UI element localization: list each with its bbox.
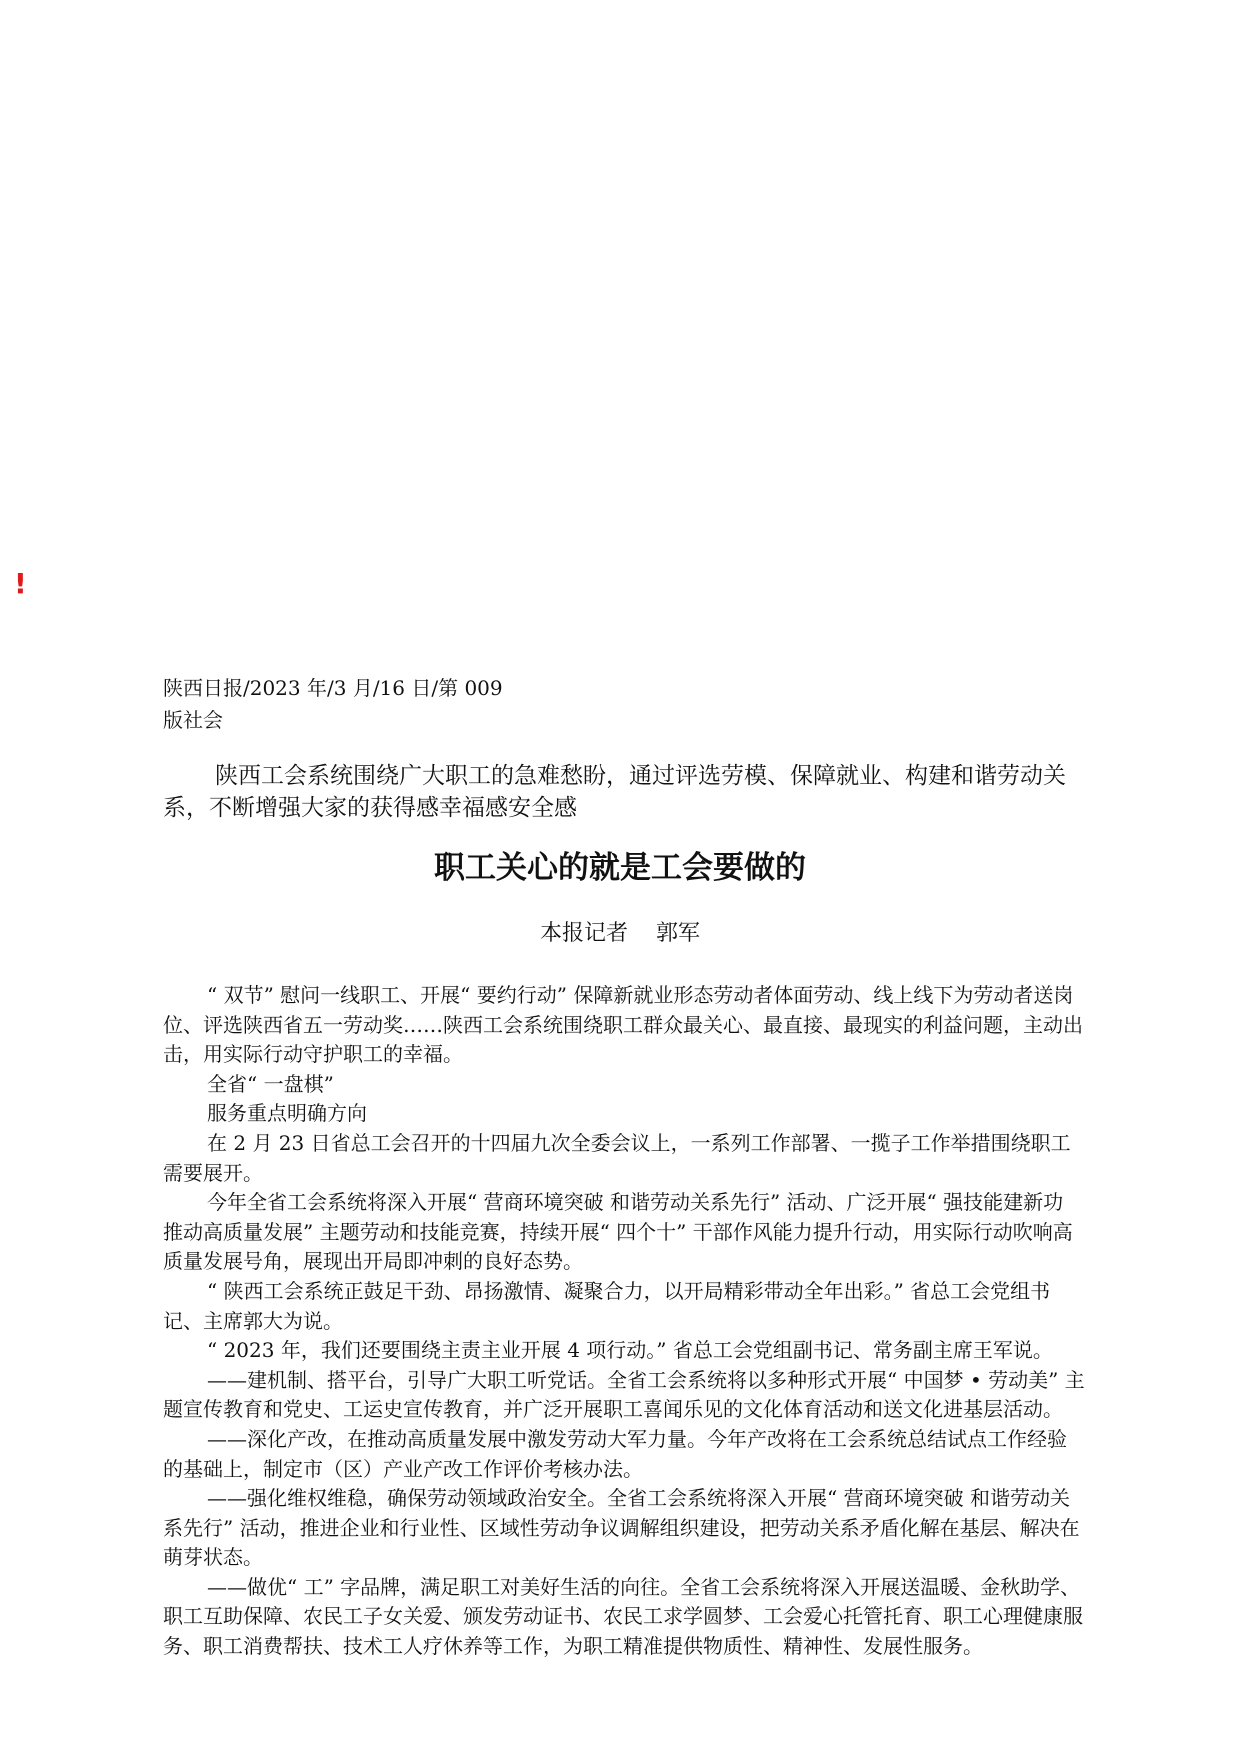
- article-paragraph: ——强化维权维稳，确保劳动领域政治安全。全省工会系统将深入开展“ 营商环境突破 和谐劳动关系先行” 活动，推进企业和行业性、区域性劳动争议调解组织建设，把劳动关系矛盾化解在基层、解决在萌芽状态。: [163, 1486, 1080, 1570]
- byline: 本报记者 郭军: [540, 921, 700, 946]
- article-paragraph: “ 陕西工会系统正鼓足干劲、昂扬激情、凝聚合力，以开局精彩带动全年出彩。” 省总工会党组书记、主席郭大为说。: [163, 1278, 1051, 1333]
- source-line: [163, 672, 523, 736]
- source-line-2: 版社会: [163, 708, 223, 732]
- source-line-1: 陕西日报/2023 年/3 月/16 日/第 009: [163, 676, 503, 700]
- lead-subtitle: 陕西工会系统围绕广大职工的急难愁盼，通过评选劳模、保障就业、构建和谐劳动关系，不断增强大家的获得感幸福感安全感: [163, 763, 1066, 821]
- red-exclamation-mark: !: [14, 567, 27, 600]
- section-heading-line-2: 服务重点明确方向: [207, 1101, 367, 1126]
- article-paragraph: ——建机制、搭平台，引导广大职工听党话。全省工会系统将以多种形式开展“ 中国梦 • 劳动美” 主题宣传教育和党史、工运史宣传教育，并广泛开展职工喜闻乐见的文化体育活动和送文化进基层活动。: [163, 1367, 1085, 1422]
- article-paragraph: ——深化产改，在推动高质量发展中激发劳动大军力量。今年产改将在工会系统总结试点工作经验的基础上，制定市（区）产业产改工作评价考核办法。: [163, 1426, 1067, 1481]
- page-title: 职工关心的就是工会要做的: [434, 850, 806, 886]
- article-paragraph: 在 2 月 23 日省总工会召开的十四届九次全委会议上，一系列工作部署、一揽子工作举措围绕职工需要展开。: [163, 1130, 1071, 1185]
- article-paragraph: ——做优“ 工” 字品牌，满足职工对美好生活的向往。全省工会系统将深入开展送温暖、金秋助学、职工互助保障、农民工子女关爱、颁发劳动证书、农民工求学圆梦、工会爱心托管托育、职工心理健康服务、职工消费帮扶、技术工人疗休养等工作，为职工精准提供物质性、精神性、发展性服务。: [163, 1574, 1083, 1659]
- article-body: [163, 981, 1085, 1662]
- article-paragraph: “ 2023 年，我们还要围绕主责主业开展 4 项行动。” 省总工会党组副书记、常务副主席王军说。: [207, 1338, 1053, 1363]
- article-paragraph: 今年全省工会系统将深入开展“ 营商环境突破 和谐劳动关系先行” 活动、广泛开展“ 强技能建新功 推动高质量发展” 主题劳动和技能竞赛，持续开展“ 四个十” 干部作风能力提升行动，用实际行动吹响高质量发展号角，展现出开局即冲刺的良好态势。: [163, 1190, 1073, 1274]
- article-paragraph: “ 双节” 慰问一线职工、开展“ 要约行动” 保障新就业形态劳动者体面劳动、线上线下为劳动者送岗位、评选陕西省五一劳动奖……陕西工会系统围绕职工群众最关心、最直接、最现实的利益问题，主动出击，用实际行动守护职工的幸福。: [163, 983, 1083, 1067]
- section-heading-line-1: 全省“ 一盘棋”: [207, 1071, 334, 1096]
